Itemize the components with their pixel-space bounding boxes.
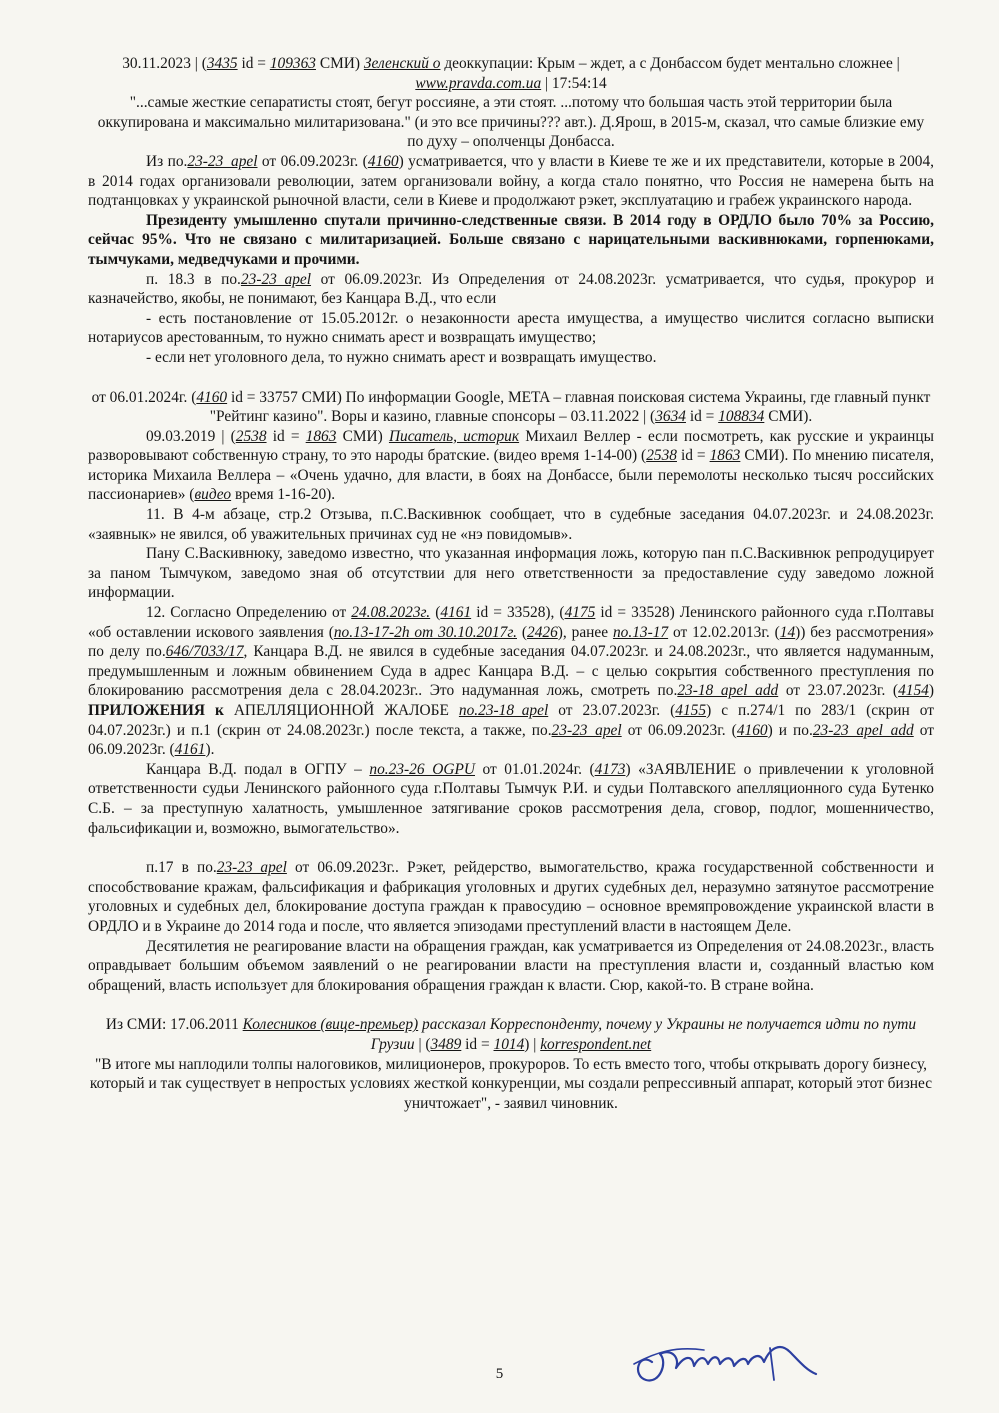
reference-link[interactable]: по.13-17 xyxy=(612,623,669,641)
paragraph xyxy=(88,270,934,309)
reference-link[interactable]: по.23-18_apel xyxy=(458,702,549,719)
text-run: - если нет уголовного дела, то нужно снимать арест и возвращать имущество. xyxy=(146,348,657,366)
text-run: ) | xyxy=(524,1035,541,1053)
reference-link[interactable]: 2426 xyxy=(527,623,558,641)
text-run: ). xyxy=(205,741,215,759)
paragraph xyxy=(88,1055,934,1114)
text-run: , Канцара В.Д. не явился в судебные заседания 04.07.2023г. и 24.08.2023г., что является надуманным, предумышленным и ложным обвинением Суда в адрес Канцара В.Д. – с целью сокрытия собственного преступления по блокированию рассмотрения дела с 28.04.2023г.. Это надуманная ложь, смотреть по. xyxy=(88,643,934,700)
paragraph xyxy=(88,937,934,996)
reference-link[interactable]: 23-23_apel xyxy=(187,152,258,170)
paragraph xyxy=(88,427,934,505)
bold-text: Президенту умышленно спутали причинно-следственные связи. В 2014 году в ОРДЛО было 70% за Россию, сейчас 95%. Что не связано с милитаризацией. Больше связано с нарицательными васкивнюками, горпенюками, тымчуками, медведчуками и прочими. xyxy=(88,211,934,268)
reference-link[interactable]: 4155 xyxy=(675,702,707,719)
text-run: id = xyxy=(685,408,719,426)
reference-link[interactable]: korrespondent.net xyxy=(540,1035,652,1053)
document-body xyxy=(88,54,934,1113)
reference-link[interactable]: Зеленский о xyxy=(363,55,441,72)
paragraph xyxy=(88,348,934,368)
reference-link[interactable]: 3634 xyxy=(655,408,686,426)
text-run: ) с п.274/1 по 283/1 (скрин от 04.07.2023г.) и п.1 (скрин от 24.08.2023г.) после текста, а также, по. xyxy=(88,702,934,739)
text-run: )) без рассмотрения» по делу по. xyxy=(88,623,935,661)
text-run: от 06.09.2023г.. Рэкет, рейдерство, вымогательство, кража государственной собственности и способствование кражам, фальсификация и фабрикация уголовных и других судебных дел, неразумно затянутое рассмотрение уголовных и судебных дел, блокирование доступа граждан к правосудию – основное времяпровождение украинской власти в ОРДЛО и в Украине до 2014 года и после, что является эпизодами преступлений власти в настоящем Деле. xyxy=(88,859,934,935)
text-run: id = 33528), ( xyxy=(471,604,565,622)
text-run: - есть постановление от 15.05.2012г. о незаконности ареста имущества, а имущество числится согласно выписки нотариусов арестованным, то нужно снимать арест и возвращать имущество; xyxy=(88,309,934,347)
bold-text: ПРИЛОЖЕНИЯ к xyxy=(88,702,224,719)
text-run: Пану С.Васкивнюку, заведомо известно, что указанная информация ложь, которую пан п.С.Васкивнюк репродуцирует за паном Тымчуком, заведомо зная об отсутствии для него ответственности за предоставление суду заведомо ложной информации. xyxy=(88,545,934,602)
reference-link[interactable]: 4160 xyxy=(736,721,768,739)
reference-link[interactable]: 4154 xyxy=(898,682,929,700)
text-run: СМИ). xyxy=(764,408,813,426)
reference-link[interactable]: 2538 xyxy=(646,447,677,465)
text-run: 11. В 4-м абзаце, стр.2 Отзыва, п.С.Васкивнюк сообщает, что в судебные заседания 04.07.2023г. и 24.08.2023г. «заявнык» не явился, об уважительных причинах суд не «нэ повидомыв». xyxy=(88,506,934,543)
reference-link[interactable]: www.pravda.com.ua xyxy=(415,74,542,92)
reference-link[interactable]: 1863 xyxy=(305,427,337,445)
paragraph xyxy=(88,1015,934,1054)
reference-link[interactable]: 108834 xyxy=(718,408,765,426)
text-run: от 06.09.2023г. Из Определения от 24.08.2023г. усматривается, что судья, прокурор и казначейство, якобы, не понимают, без Канцара В.Д., что если xyxy=(88,270,935,308)
text-run: id = xyxy=(676,447,710,465)
text-run: СМИ) xyxy=(315,55,364,72)
reference-link[interactable]: 14 xyxy=(779,623,796,641)
reference-link[interactable]: Колесников (вице-премьер) xyxy=(242,1016,419,1034)
text-run: от 06.09.2023г. ( xyxy=(257,152,368,170)
reference-link[interactable]: видео xyxy=(194,486,232,504)
text-run: id = 33528) Ленинского районного суда г.Полтавы «об оставлении искового заявления ( xyxy=(88,604,934,641)
text-run: id = xyxy=(237,55,270,72)
reference-link[interactable]: 24.08.2023г. xyxy=(351,604,431,622)
text-run: СМИ) xyxy=(336,427,389,445)
text-run: СМИ). По мнению писателя, историка Михаила Веллера – «Очень удачно, для власти, в боях на Донбассе, были перемолоты несколько тысяч российских пассионариев» ( xyxy=(88,447,934,504)
text-run: от 06.09.2023г. ( xyxy=(621,721,737,739)
text-run: ) xyxy=(928,682,934,700)
text-run: от 12.02.2013г. ( xyxy=(668,623,780,641)
text-run: ) усматривается, что у власти в Киеве те же и их представители, которые в 2004, в 2014 годах организовали революции, затем организовали войну, а когда стало понятно, что Россия не намерена быть на подтанцовках у украинской рыночной власти, сели в Киеве и продолжают рэкет, эксплуатацию и грабеж украинского народа. xyxy=(88,152,935,210)
reference-link[interactable]: 3489 xyxy=(430,1035,462,1053)
reference-link[interactable]: 4161 xyxy=(440,604,472,622)
text-run: ( xyxy=(517,623,528,641)
paragraph xyxy=(88,603,934,760)
paragraph xyxy=(88,54,934,93)
reference-link[interactable]: 1014 xyxy=(493,1035,525,1053)
reference-link[interactable]: 109363 xyxy=(269,55,316,72)
reference-link[interactable]: 1863 xyxy=(709,447,741,465)
reference-link[interactable]: 23-18_apel_add xyxy=(677,682,779,700)
italic-text: рассказал Корреспонденту, почему у Украины не получается идти по пути Грузии xyxy=(370,1016,917,1053)
text-run: ) и по. xyxy=(767,721,813,739)
text-run: 12. Согласно Определению от xyxy=(146,604,352,622)
paragraph xyxy=(88,93,934,152)
text-run: Канцара В.Д. подал в ОГПУ – xyxy=(146,760,370,778)
text-run: ) «ЗАЯВЛЕНИЕ о привлечении к уголовной ответственности судьи Ленинского районного суда г.Полтавы Тымчук Р.И. и судьи Полтавского апелляционного суда Бутенко С.Б. – за преступную халатность, умышленное затягивание сроков рассмотрения дела, сговор, подлог, мошенничество, фальсификации и, возможно, вымогательство». xyxy=(88,760,934,837)
text-run: АПЕЛЛЯЦИОННОЙ ЖАЛОБЕ xyxy=(223,702,459,719)
paragraph xyxy=(88,544,934,603)
text-run: | ( xyxy=(414,1035,431,1053)
text-run: | 17:54:14 xyxy=(541,74,607,92)
reference-link[interactable]: 4161 xyxy=(174,741,206,759)
page-number: 5 xyxy=(495,1366,504,1382)
paragraph xyxy=(88,309,934,348)
text-run: п.17 в по. xyxy=(146,859,217,877)
text-run: Из по. xyxy=(146,152,188,170)
reference-link[interactable]: 3435 xyxy=(206,55,238,72)
text-run: ), ранее xyxy=(557,623,613,641)
text-run: id = xyxy=(461,1035,494,1053)
handwritten-signature xyxy=(620,1318,830,1396)
paragraph xyxy=(88,152,934,211)
reference-link[interactable]: 2538 xyxy=(235,427,267,445)
text-run: 09.03.2019 | ( xyxy=(146,427,236,445)
paragraph xyxy=(88,505,934,544)
text-run: "...самые жесткие сепаратисты стоят, бегут россияне, а эти стоят. ...потому что большая часть этой территории была оккупирована и максимально милитаризована." (и это все причины??? авт.). Д.Ярош, в 2015-м, сказал, что самые близкие ему по духу – ополченцы Донбасса. xyxy=(97,94,925,151)
paragraph xyxy=(88,211,934,270)
text-run: от 06.09.2023г. ( xyxy=(88,721,934,759)
text-run: от 06.01.2024г. ( xyxy=(91,388,197,406)
reference-link[interactable]: Писатель, историк xyxy=(388,427,520,445)
reference-link[interactable]: 4160 xyxy=(196,388,228,406)
text-run: от 23.07.2023г. ( xyxy=(778,682,899,700)
reference-link[interactable]: 23-23_apel xyxy=(240,270,312,288)
reference-link[interactable]: 646/7033/17 xyxy=(165,643,244,661)
text-run: Из СМИ: 17.06.2011 xyxy=(105,1016,243,1034)
reference-link[interactable]: 4173 xyxy=(594,760,626,778)
reference-link[interactable]: 23-23_apel xyxy=(216,859,287,877)
reference-link[interactable]: по.23-26_OGPU xyxy=(369,760,475,778)
reference-link[interactable]: 23-23_apel_add xyxy=(812,721,914,739)
reference-link[interactable]: 4175 xyxy=(564,604,596,622)
text-run: id = 33757 СМИ) По информации Google, META – главная поисковая система Украины, где главный пункт "Рейтинг казино". Воры и казино, главные спонсоры – 03.11.2022 | ( xyxy=(209,388,931,426)
paragraph xyxy=(88,760,934,838)
text-run: 30.11.2023 | ( xyxy=(122,55,207,72)
text-run: от 23.07.2023г. ( xyxy=(548,702,676,719)
reference-link[interactable]: по.13-17-2h от 30.10.2017г. xyxy=(333,623,517,641)
reference-link[interactable]: 23-23_apel xyxy=(551,721,622,739)
text-run: п. 18.3 в по. xyxy=(146,270,241,288)
text-run: Десятилетия не реагирование власти на обращения граждан, как усматривается из Определения от 24.08.2023г., власть оправдывает большим объемом заявлений о не реагировании власти на преступления власти и, созданный властью ком обращений, власть использует для блокирования обращения граждан к власти. Сюр, какой-то. В стране война. xyxy=(88,937,934,994)
paragraph xyxy=(88,858,934,936)
text-run: время 1-16-20). xyxy=(231,486,336,504)
text-run: ( xyxy=(430,604,441,622)
text-run: от 01.01.2024г. ( xyxy=(475,760,595,778)
text-run: id = xyxy=(266,427,306,445)
reference-link[interactable]: 4160 xyxy=(367,152,399,170)
text-run: "В итоге мы наплодили толпы налоговиков, милиционеров, прокуроров. То есть вместо того, чтобы открывать дорогу бизнесу, который и так существует в непростых условиях жесткой конкуренции, мы создали репрессивный аппарат, который этот бизнес уничтожает", - заявил чиновник. xyxy=(89,1055,933,1112)
text-run: деоккупации: Крым – ждет, а с Донбассом будет ментально сложнее | xyxy=(440,55,900,72)
paragraph xyxy=(88,388,934,427)
text-run: Михаил Веллер - если посмотреть, как русские и украинцы разворовывают собственную страну, то это народы братские. (видео время 1-14-00) ( xyxy=(88,427,934,465)
